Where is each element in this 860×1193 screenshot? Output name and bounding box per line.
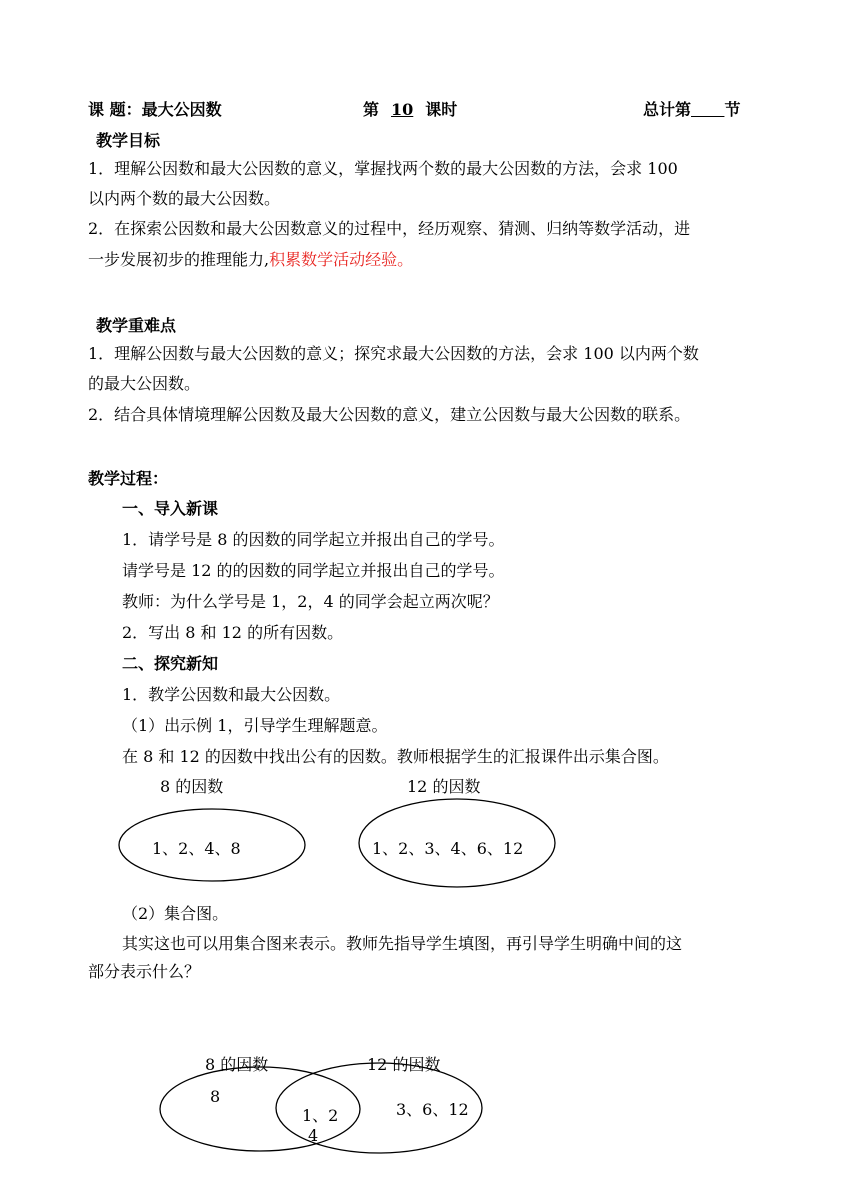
section2-title: 二、探究新知: [122, 654, 219, 673]
diagram2-label-8: 8 的因数: [205, 1055, 269, 1074]
process-title: 教学过程：: [88, 469, 169, 488]
diagram2-label-12: 12 的因数: [367, 1055, 441, 1074]
objective-2b-red: 积累数学活动经验。: [269, 250, 414, 269]
diagram2-only-12: 3、6、12: [396, 1100, 469, 1119]
section2-line3: 在 8 和 12 的因数中找出公有的因数。教师根据学生的汇报课件出示集合图。: [122, 747, 669, 766]
total-suffix: 节: [724, 100, 741, 119]
diagram1-label-12: 12 的因数: [407, 777, 481, 796]
diagram1-content-8: 1、2、4、8: [152, 839, 241, 858]
keypoint-2: 2．结合具体情境理解公因数及最大公因数的意义，建立公因数与最大公因数的联系。: [88, 405, 691, 424]
lesson-num: 10: [391, 100, 414, 119]
total-prefix: 总计第: [643, 100, 692, 119]
diagram1-content-12: 1、2、3、4、6、12: [372, 839, 524, 858]
objective-1a: 1．理解公因数和最大公因数的意义，掌握找两个数的最大公因数的方法，会求 100: [88, 159, 678, 178]
section2-line4: （2）集合图。: [122, 904, 229, 923]
lesson-prefix: 第: [363, 100, 380, 119]
objective-2a: 2．在探索公因数和最大公因数意义的过程中，经历观察、猜测、归纳等数学活动，进: [88, 219, 691, 238]
section1-line4: 2．写出 8 和 12 的所有因数。: [122, 623, 344, 642]
lesson-suffix: 课时: [425, 100, 458, 119]
keypoints-title: 教学重难点: [96, 316, 177, 335]
diagram2-only-8: 8: [210, 1087, 221, 1106]
keypoint-1b: 的最大公因数。: [88, 374, 201, 393]
keypoint-1a: 1．理解公因数与最大公因数的意义；探究求最大公因数的方法，会求 100 以内两个数: [88, 344, 699, 363]
section2-line5a: 其实这也可以用集合图来表示。教师先指导学生填图，再引导学生明确中间的这: [122, 934, 683, 953]
section1-line1: 1．请学号是 8 的因数的同学起立并报出自己的学号。: [122, 530, 505, 549]
diagram2-common-b: 4: [308, 1126, 319, 1145]
diagram2-common-a: 1、2: [302, 1106, 339, 1125]
objectives-title: 教学目标: [96, 131, 161, 150]
section2-line5b: 部分表示什么？: [88, 962, 201, 981]
lesson-topic: 课 题：最大公因数: [88, 100, 222, 119]
section1-title: 一、导入新课: [122, 499, 219, 518]
objective-1b: 以内两个数的最大公因数。: [88, 189, 281, 208]
section1-line3: 教师：为什么学号是 1，2，4 的同学会起立两次呢？: [122, 592, 499, 611]
section2-line2: （1）出示例 1，引导学生理解题意。: [122, 716, 388, 735]
diagram1-label-8: 8 的因数: [160, 777, 224, 796]
objective-2b-text: 一步发展初步的推理能力,: [88, 250, 270, 269]
section2-line1: 1．教学公因数和最大公因数。: [122, 685, 341, 704]
section1-line2: 请学号是 12 的的因数的同学起立并报出自己的学号。: [122, 561, 505, 580]
